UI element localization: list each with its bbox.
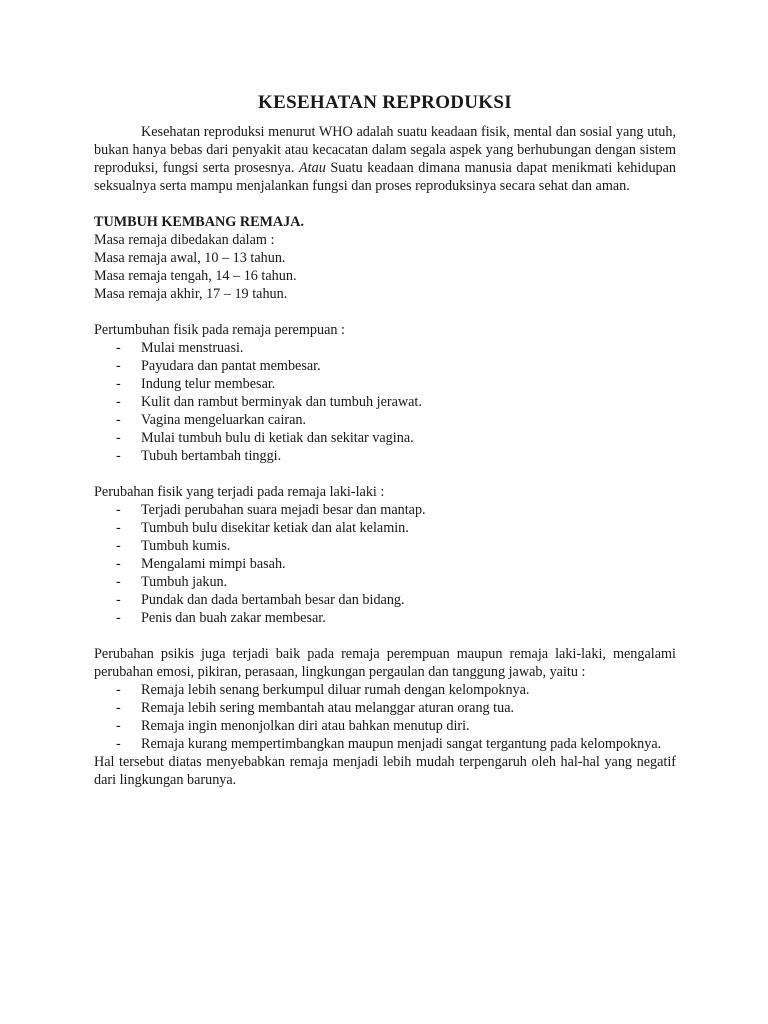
list-item	[94, 591, 676, 609]
dash-bullet: -	[116, 394, 121, 410]
list-item-text: Terjadi perubahan suara mejadi besar dan mantap.	[141, 502, 426, 518]
list-item	[94, 717, 676, 735]
closing-paragraph: Hal tersebut diatas menyebabkan remaja menjadi lebih mudah terpengaruh oleh hal-hal yang negatif dari lingkungan barunya.	[94, 754, 676, 788]
dash-bullet: -	[116, 610, 121, 626]
list-item	[94, 537, 676, 555]
list-item-text: Penis dan buah zakar membesar.	[141, 610, 326, 626]
dash-bullet: -	[116, 412, 121, 428]
dash-bullet: -	[116, 574, 121, 590]
list-item	[94, 447, 676, 465]
list-item	[94, 699, 676, 717]
list-item	[94, 339, 676, 357]
intro-italic-word: Atau	[299, 160, 326, 176]
list-item-text: Remaja ingin menonjolkan diri atau bahkan menutup diri.	[141, 718, 470, 734]
dash-bullet: -	[116, 340, 121, 356]
intro-text-continued: Suatu keadaan dimana manusia dapat menikmati kehidupan seksualnya serta mampu menjalankan fungsi dan proses reproduksinya secara sehat dan aman.	[94, 160, 677, 194]
list-item-text: Tubuh bertambah tinggi.	[141, 448, 282, 464]
document-title: KESEHATAN REPRODUKSI	[258, 92, 512, 113]
spacer	[94, 303, 676, 321]
list-item	[94, 519, 676, 537]
list-item	[94, 573, 676, 591]
list-item	[94, 357, 676, 375]
spacer	[94, 195, 676, 213]
list-item-text: Mulai menstruasi.	[141, 340, 244, 356]
list-item-text: Payudara dan pantat membesar.	[141, 358, 321, 374]
dash-bullet: -	[116, 556, 121, 572]
dash-bullet: -	[116, 736, 121, 752]
list-item	[94, 501, 676, 519]
dash-bullet: -	[116, 358, 121, 374]
section-line: Masa remaja tengah, 14 – 16 tahun.	[94, 268, 297, 284]
list-item-text: Remaja kurang mempertimbangkan maupun menjadi sangat tergantung pada kelompoknya.	[141, 736, 662, 752]
dash-bullet: -	[116, 538, 121, 554]
list-item-text: Remaja lebih sering membantah atau melanggar aturan orang tua.	[141, 700, 515, 716]
psychic-list	[94, 681, 676, 753]
intro-text: Kesehatan reproduksi menurut WHO adalah suatu keadaan fisik, mental dan sosial yang utuh, bukan hanya bebas dari penyakit atau kecacatan dalam segala aspek yang berhubungan dengan sistem reproduksi, fungsi serta prosesnya.	[94, 124, 676, 176]
list-item	[94, 411, 676, 429]
male-intro: Perubahan fisik yang terjadi pada remaja laki-laki :	[94, 484, 385, 500]
section-line: Masa remaja akhir, 17 – 19 tahun.	[94, 286, 288, 302]
female-intro: Pertumbuhan fisik pada remaja perempuan :	[94, 322, 345, 338]
document-page	[94, 92, 676, 789]
list-item-text: Pundak dan dada bertambah besar dan bidang.	[141, 592, 405, 608]
list-item	[94, 429, 676, 447]
list-item	[94, 393, 676, 411]
dash-bullet: -	[116, 682, 121, 698]
female-list	[94, 339, 676, 465]
dash-bullet: -	[116, 592, 121, 608]
list-item	[94, 555, 676, 573]
intro-paragraph	[94, 123, 676, 195]
list-item	[94, 609, 676, 627]
spacer	[94, 465, 676, 483]
list-item-text: Vagina mengeluarkan cairan.	[141, 412, 307, 428]
list-item-text: Remaja lebih senang berkumpul diluar rumah dengan kelompoknya.	[141, 682, 530, 698]
list-item-text: Indung telur membesar.	[141, 376, 276, 392]
dash-bullet: -	[116, 376, 121, 392]
list-item	[94, 375, 676, 393]
section-line: Masa remaja awal, 10 – 13 tahun.	[94, 250, 286, 266]
dash-bullet: -	[116, 448, 121, 464]
dash-bullet: -	[116, 502, 121, 518]
list-item-text: Mengalami mimpi basah.	[141, 556, 286, 572]
list-item-text: Tumbuh kumis.	[141, 538, 231, 554]
dash-bullet: -	[116, 718, 121, 734]
list-item	[94, 681, 676, 699]
male-list	[94, 501, 676, 627]
list-item-text: Kulit dan rambut berminyak dan tumbuh jerawat.	[141, 394, 422, 410]
section-heading: TUMBUH KEMBANG REMAJA.	[94, 214, 305, 230]
list-item-text: Tumbuh jakun.	[141, 574, 228, 590]
dash-bullet: -	[116, 700, 121, 716]
section-line: Masa remaja dibedakan dalam :	[94, 232, 275, 248]
spacer	[94, 627, 676, 645]
dash-bullet: -	[116, 520, 121, 536]
list-item-text: Tumbuh bulu disekitar ketiak dan alat kelamin.	[141, 520, 409, 536]
list-item-text: Mulai tumbuh bulu di ketiak dan sekitar vagina.	[141, 430, 414, 446]
list-item	[94, 735, 676, 753]
dash-bullet: -	[116, 430, 121, 446]
psychic-intro: Perubahan psikis juga terjadi baik pada remaja perempuan maupun remaja laki-laki, mengalami perubahan emosi, pikiran, perasaan, lingkungan pergaulan dan tanggung jawab, yaitu :	[94, 646, 676, 680]
